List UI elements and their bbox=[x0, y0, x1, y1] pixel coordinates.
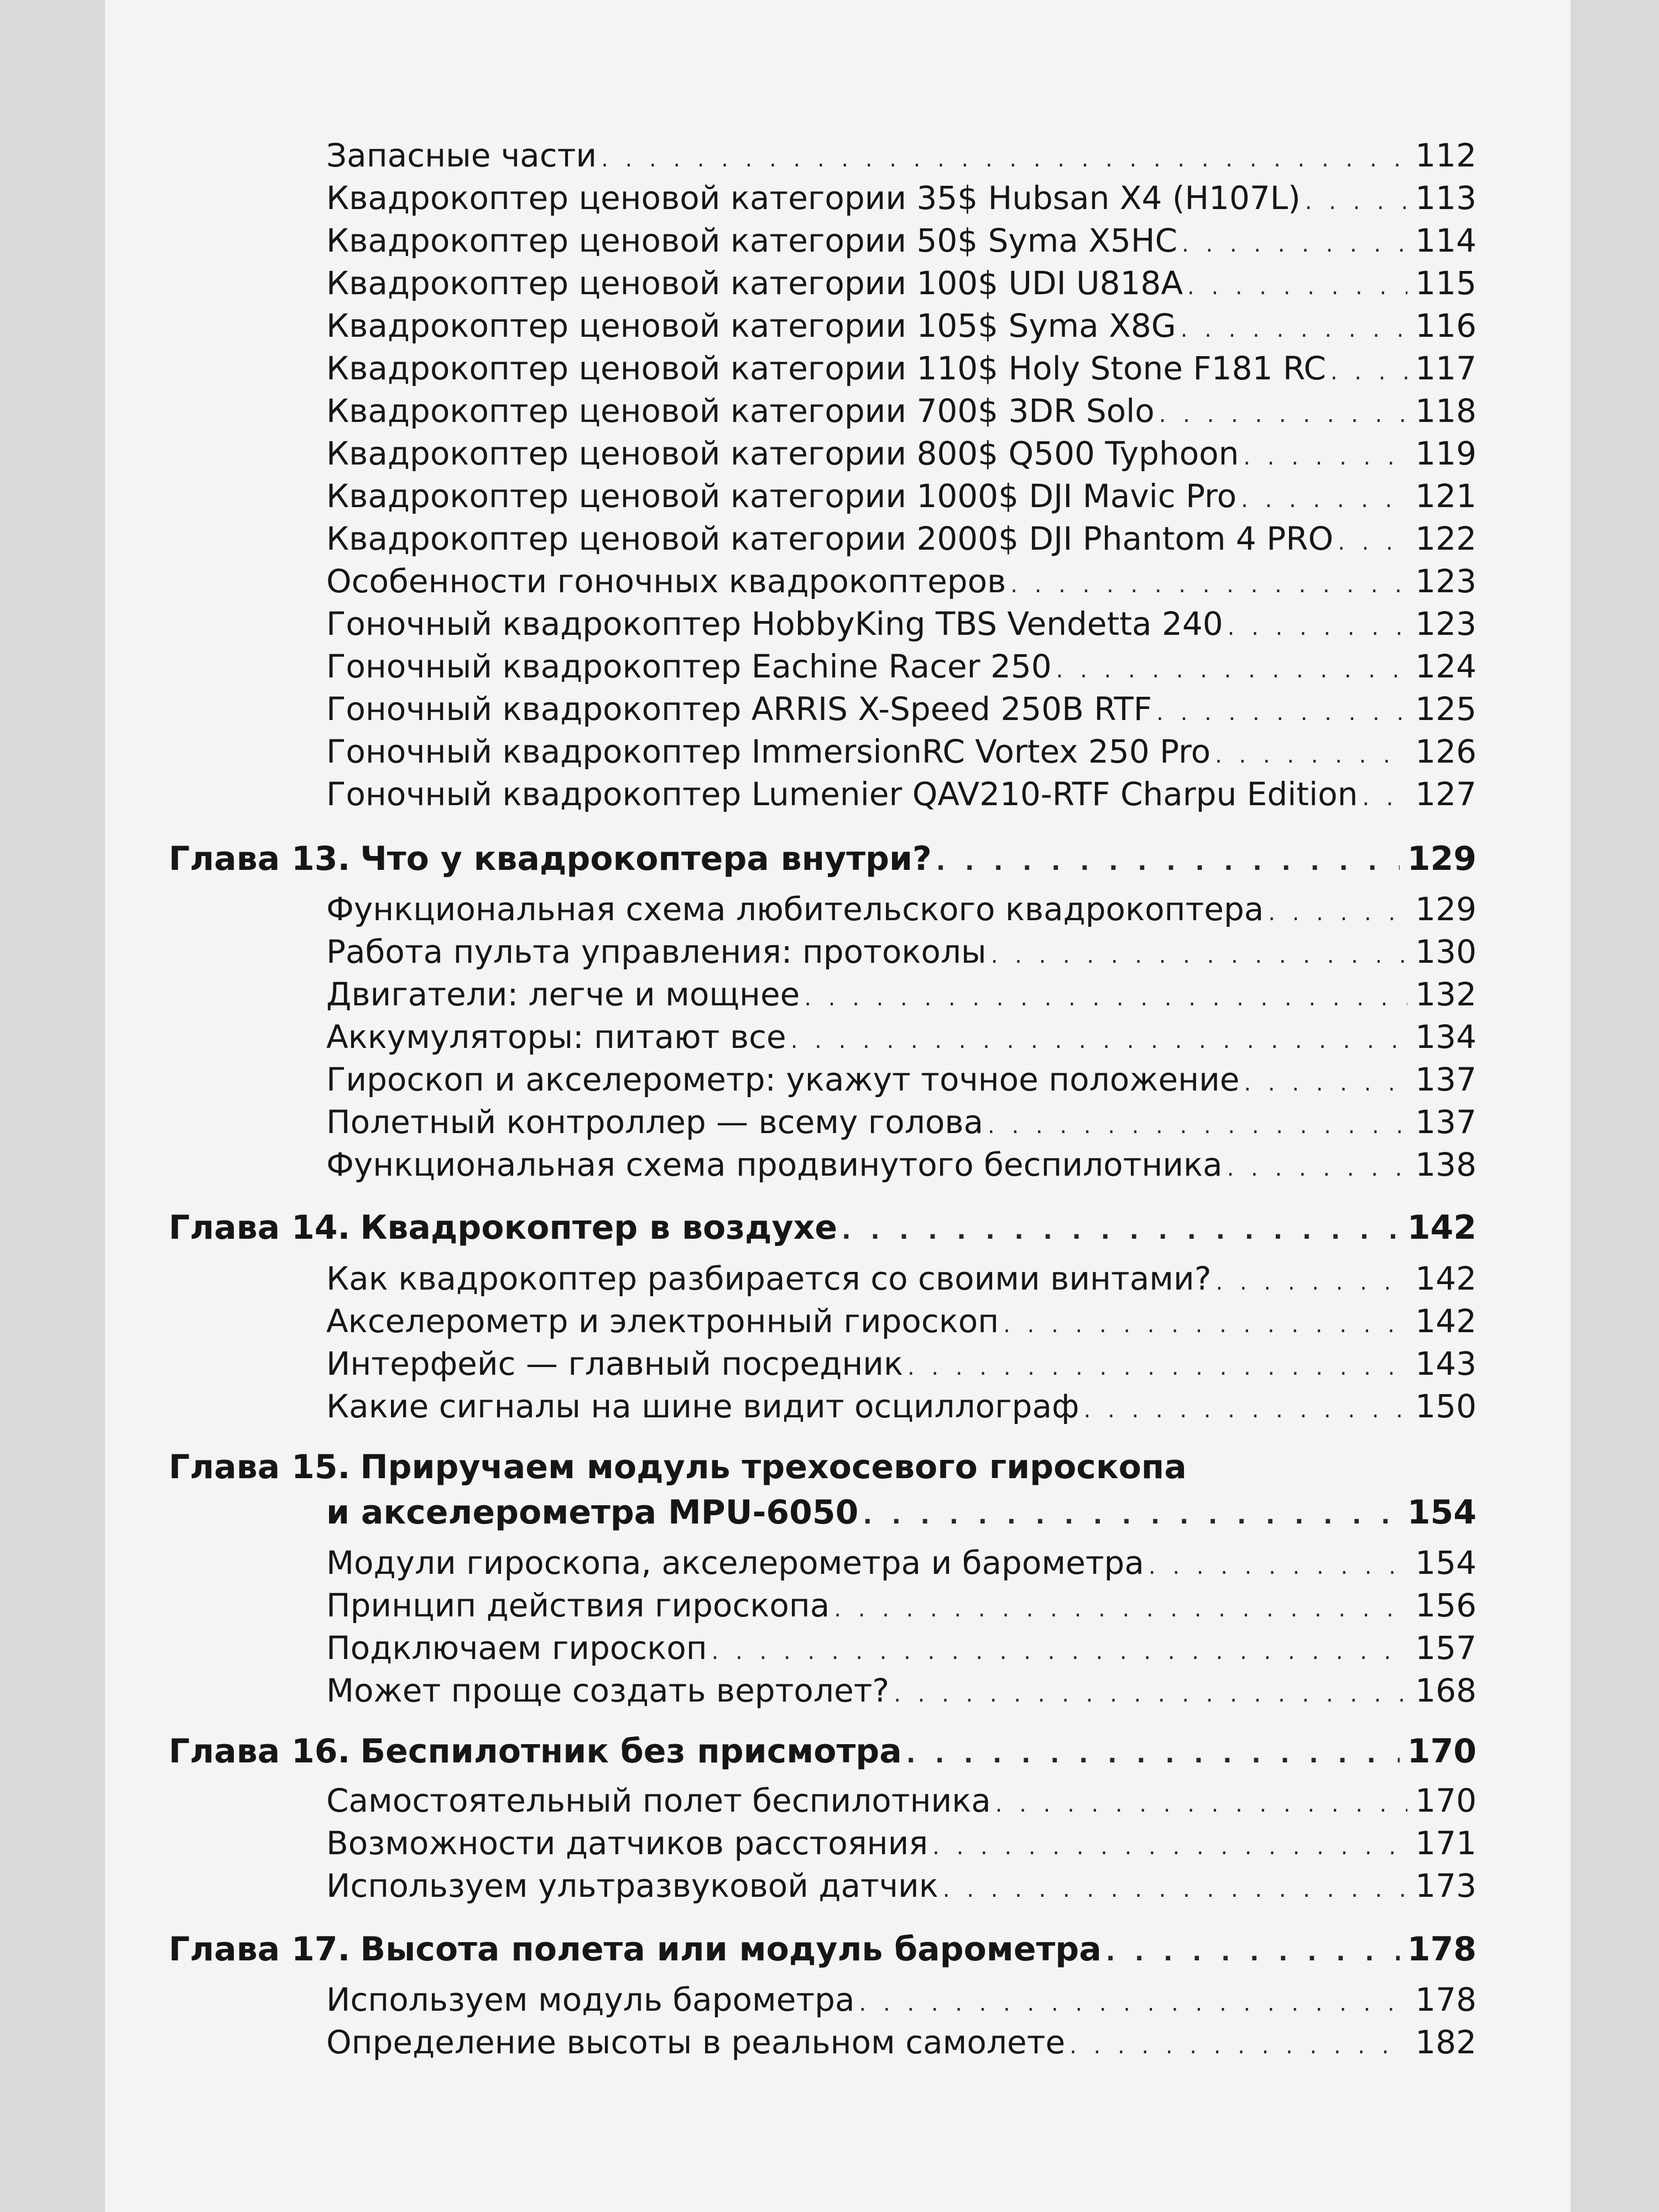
dot-leader bbox=[1084, 1397, 1408, 1423]
toc-entry bbox=[0, 1061, 1659, 1098]
toc-entry-page: 157 bbox=[1415, 1629, 1477, 1667]
toc-entry-title: Модули гироскопа, акселерометра и барометра bbox=[326, 1544, 1144, 1582]
dot-leader bbox=[1003, 1312, 1407, 1338]
toc-entry-page: 182 bbox=[1415, 2023, 1477, 2061]
toc-entry bbox=[0, 890, 1659, 928]
toc-entry-title: Может проще создать вертолет? bbox=[326, 1672, 890, 1709]
dot-leader bbox=[1216, 1270, 1408, 1295]
toc-entry-page: 178 bbox=[1415, 1981, 1477, 2018]
chapter-page: 154 bbox=[1407, 1493, 1477, 1532]
toc-entry-title: Используем ультразвуковой датчик bbox=[326, 1867, 938, 1905]
toc-entry-page: 137 bbox=[1415, 1061, 1477, 1098]
toc-entry-page: 137 bbox=[1415, 1103, 1477, 1141]
toc-entry bbox=[0, 975, 1659, 1013]
chapter-title: Квадрокоптер в воздухе bbox=[360, 1208, 838, 1247]
toc-entry bbox=[0, 1260, 1659, 1297]
dot-leader bbox=[1181, 317, 1408, 342]
chapter-page: 170 bbox=[1407, 1732, 1477, 1771]
toc-entry-title: Функциональная схема любительского квадрокоптера bbox=[326, 890, 1264, 928]
toc-entry-title: Определение высоты в реальном самолете bbox=[326, 2023, 1066, 2061]
chapter-title: Приручаем модуль трехосевого гироскопа bbox=[360, 1448, 1187, 1486]
toc-entry-title: Используем модуль барометра bbox=[326, 1981, 855, 2018]
dot-leader bbox=[1187, 274, 1407, 300]
toc-entry-page: 122 bbox=[1415, 520, 1477, 557]
dot-leader bbox=[1010, 572, 1407, 598]
toc-entry-page: 170 bbox=[1415, 1782, 1477, 1819]
toc-entry-page: 127 bbox=[1415, 775, 1477, 813]
chapter-page: 142 bbox=[1407, 1208, 1477, 1247]
chapter-heading-continued bbox=[0, 1493, 1659, 1532]
toc-entry-page: 112 bbox=[1415, 137, 1477, 174]
toc-entry-page: 142 bbox=[1415, 1302, 1477, 1340]
toc-entry bbox=[0, 264, 1659, 302]
toc-entry-page: 124 bbox=[1415, 648, 1477, 685]
toc-entry bbox=[0, 222, 1659, 259]
toc-entry-page: 114 bbox=[1415, 222, 1477, 259]
dot-leader bbox=[1215, 743, 1407, 768]
toc-entry-page: 173 bbox=[1415, 1867, 1477, 1905]
dot-leader bbox=[1305, 189, 1408, 215]
toc-entry-page: 154 bbox=[1415, 1544, 1477, 1582]
toc-entry bbox=[0, 1981, 1659, 2018]
toc-entry-title: Подключаем гироскоп bbox=[326, 1629, 707, 1667]
toc-entry bbox=[0, 733, 1659, 770]
dot-leader bbox=[791, 1028, 1408, 1053]
toc-entry-title: Запасные части bbox=[326, 137, 597, 174]
toc-entry-page: 118 bbox=[1415, 392, 1477, 430]
dot-leader bbox=[1268, 900, 1407, 926]
toc-entry bbox=[0, 137, 1659, 174]
toc-entry bbox=[0, 1302, 1659, 1340]
chapter-page: 129 bbox=[1407, 839, 1477, 878]
toc-entry-page: 171 bbox=[1415, 1824, 1477, 1862]
toc-entry bbox=[0, 1587, 1659, 1624]
chapter-title-line2: и акселерометра MPU-6050 bbox=[326, 1493, 859, 1532]
toc-entry-page: 125 bbox=[1415, 690, 1477, 728]
dot-leader bbox=[1182, 232, 1407, 257]
dot-leader bbox=[1106, 1938, 1400, 1966]
dot-leader bbox=[995, 1792, 1408, 1817]
toc-entry-title: Работа пульта управления: протоколы bbox=[326, 933, 987, 971]
toc-entry-title: Квадрокоптер ценовой категории 50$ Syma X5HC bbox=[326, 222, 1177, 259]
dot-leader bbox=[804, 985, 1407, 1011]
chapter-page: 178 bbox=[1407, 1930, 1477, 1969]
toc-entry-page: 138 bbox=[1415, 1146, 1477, 1183]
dot-leader bbox=[1056, 658, 1408, 683]
dot-leader bbox=[988, 1113, 1407, 1139]
dot-leader bbox=[936, 848, 1400, 876]
dot-leader bbox=[859, 1991, 1408, 2016]
toc-entry-title: Полетный контроллер — всему голова bbox=[326, 1103, 984, 1141]
toc-entry-title: Квадрокоптер ценовой категории 105$ Syma X8G bbox=[326, 307, 1176, 345]
dot-leader bbox=[907, 1355, 1407, 1380]
toc-entry bbox=[0, 1146, 1659, 1183]
toc-entry-page: 116 bbox=[1415, 307, 1477, 345]
toc-entry-page: 143 bbox=[1415, 1345, 1477, 1383]
toc-entry bbox=[0, 1018, 1659, 1056]
toc-entry-title: Двигатели: легче и мощнее bbox=[326, 975, 800, 1013]
toc-entry-title: Акселерометр и электронный гироскоп bbox=[326, 1302, 999, 1340]
toc-entry-title: Самостоятельный полет беспилотника bbox=[326, 1782, 991, 1819]
dot-leader bbox=[906, 1740, 1400, 1768]
toc-entry bbox=[0, 1103, 1659, 1141]
dot-leader bbox=[1338, 530, 1407, 555]
chapter-heading bbox=[0, 1930, 1659, 1969]
toc-entry-title: Квадрокоптер ценовой категории 800$ Q500 Typhoon bbox=[326, 435, 1239, 472]
toc-entry bbox=[0, 1782, 1659, 1819]
dot-leader bbox=[863, 1501, 1399, 1530]
toc-entry-title: Гоночный квадрокоптер ARRIS X-Speed 250B RTF bbox=[326, 690, 1152, 728]
toc-entry-title: Интерфейс — главный посредник bbox=[326, 1345, 903, 1383]
dot-leader bbox=[943, 1877, 1407, 1902]
chapter-heading bbox=[0, 1732, 1659, 1771]
toc-entry-page: 121 bbox=[1415, 477, 1477, 515]
toc-entry-title: Гоночный квадрокоптер Lumenier QAV210-RTF Charpu Edition bbox=[326, 775, 1358, 813]
dot-leader bbox=[1159, 402, 1408, 427]
chapter-heading bbox=[0, 1208, 1659, 1247]
chapter-label: Глава 13. bbox=[169, 839, 351, 878]
toc-entry-title: Особенности гоночных квадрокоптеров bbox=[326, 562, 1006, 600]
chapter-heading bbox=[0, 1448, 1659, 1486]
chapter-title: Что у квадрокоптера внутри? bbox=[360, 839, 932, 878]
toc-entry bbox=[0, 1867, 1659, 1905]
dot-leader bbox=[842, 1217, 1400, 1245]
toc-entry bbox=[0, 562, 1659, 600]
toc-entry bbox=[0, 349, 1659, 387]
toc-entry bbox=[0, 2023, 1659, 2061]
toc-entry-title: Какие сигналы на шине видит осциллограф bbox=[326, 1387, 1079, 1425]
dot-leader bbox=[1070, 2033, 1407, 2059]
toc-entry-title: Гоночный квадрокоптер Eachine Racer 250 bbox=[326, 648, 1052, 685]
toc-entry bbox=[0, 1387, 1659, 1425]
chapter-heading bbox=[0, 839, 1659, 878]
toc-entry bbox=[0, 775, 1659, 813]
toc-entry-title: Гоночный квадрокоптер HobbyKing TBS Vendetta 240 bbox=[326, 605, 1223, 643]
chapter-label: Глава 16. bbox=[169, 1732, 351, 1771]
toc-entry-page: 115 bbox=[1415, 264, 1477, 302]
chapter-label: Глава 17. bbox=[169, 1930, 351, 1969]
toc-entry-page: 123 bbox=[1415, 605, 1477, 643]
toc-entry-title: Квадрокоптер ценовой категории 100$ UDI U818A bbox=[326, 264, 1183, 302]
toc-entry-title: Возможности датчиков расстояния bbox=[326, 1824, 928, 1862]
toc-entry-page: 150 bbox=[1415, 1387, 1477, 1425]
toc-entry bbox=[0, 520, 1659, 557]
chapter-label: Глава 15. bbox=[169, 1448, 351, 1486]
toc-entry-page: 126 bbox=[1415, 733, 1477, 770]
toc-entry bbox=[0, 1345, 1659, 1383]
toc-entry-title: Функциональная схема продвинутого беспилотника bbox=[326, 1146, 1223, 1183]
toc-entry bbox=[0, 179, 1659, 217]
toc-entry-page: 134 bbox=[1415, 1018, 1477, 1056]
dot-leader bbox=[712, 1639, 1408, 1665]
toc-entry-page: 132 bbox=[1415, 975, 1477, 1013]
toc-entry bbox=[0, 648, 1659, 685]
dot-leader bbox=[932, 1834, 1407, 1860]
dot-leader bbox=[1331, 359, 1407, 385]
dot-leader bbox=[1228, 615, 1408, 640]
dot-leader bbox=[1156, 700, 1407, 726]
toc-entry bbox=[0, 1672, 1659, 1709]
dot-leader bbox=[991, 943, 1408, 968]
dot-leader bbox=[1227, 1156, 1408, 1181]
toc-entry-page: 117 bbox=[1415, 349, 1477, 387]
chapter-title: Высота полета или модуль барометра bbox=[360, 1930, 1102, 1969]
dot-leader bbox=[1149, 1554, 1407, 1579]
toc-entry-title: Как квадрокоптер разбирается со своими винтами? bbox=[326, 1260, 1212, 1297]
dot-leader bbox=[1241, 487, 1407, 513]
toc-entry-title: Квадрокоптер ценовой категории 110$ Holy Stone F181 RC bbox=[326, 349, 1326, 387]
toc-entry bbox=[0, 477, 1659, 515]
toc-entry-title: Квадрокоптер ценовой категории 1000$ DJI Mavic Pro bbox=[326, 477, 1237, 515]
chapter-label: Глава 14. bbox=[169, 1208, 351, 1247]
toc-entry-title: Принцип действия гироскопа bbox=[326, 1587, 830, 1624]
dot-leader bbox=[834, 1597, 1407, 1622]
toc-entry bbox=[0, 1629, 1659, 1667]
toc-entry bbox=[0, 435, 1659, 472]
toc-entry bbox=[0, 1544, 1659, 1582]
toc-entry bbox=[0, 690, 1659, 728]
dot-leader bbox=[601, 147, 1407, 172]
dot-leader bbox=[894, 1682, 1407, 1707]
toc-entry-title: Гоночный квадрокоптер ImmersionRC Vortex 250 Pro bbox=[326, 733, 1211, 770]
toc-entry-page: 119 bbox=[1415, 435, 1477, 472]
toc-entry-page: 142 bbox=[1415, 1260, 1477, 1297]
toc-entry-title: Аккумуляторы: питают все bbox=[326, 1018, 786, 1056]
toc-entry bbox=[0, 392, 1659, 430]
toc-entry-page: 123 bbox=[1415, 562, 1477, 600]
toc-entry-page: 168 bbox=[1415, 1672, 1477, 1709]
toc-entry-page: 113 bbox=[1415, 179, 1477, 217]
toc-entry-title: Квадрокоптер ценовой категории 2000$ DJI Phantom 4 PRO bbox=[326, 520, 1334, 557]
toc-entry-title: Гироскоп и акселерометр: укажут точное положение bbox=[326, 1061, 1240, 1098]
toc-entry bbox=[0, 307, 1659, 345]
toc-entry bbox=[0, 605, 1659, 643]
chapter-title: Беспилотник без присмотра bbox=[360, 1732, 902, 1771]
toc-entry bbox=[0, 933, 1659, 971]
toc-entry-title: Квадрокоптер ценовой категории 700$ 3DR Solo bbox=[326, 392, 1155, 430]
toc-entry-title: Квадрокоптер ценовой категории 35$ Hubsan X4 (H107L) bbox=[326, 179, 1301, 217]
dot-leader bbox=[1362, 785, 1407, 811]
toc-entry-page: 156 bbox=[1415, 1587, 1477, 1624]
dot-leader bbox=[1244, 1071, 1407, 1096]
toc-entry-page: 129 bbox=[1415, 890, 1477, 928]
toc-entry bbox=[0, 1824, 1659, 1862]
dot-leader bbox=[1243, 445, 1407, 470]
toc-entry-page: 130 bbox=[1415, 933, 1477, 971]
